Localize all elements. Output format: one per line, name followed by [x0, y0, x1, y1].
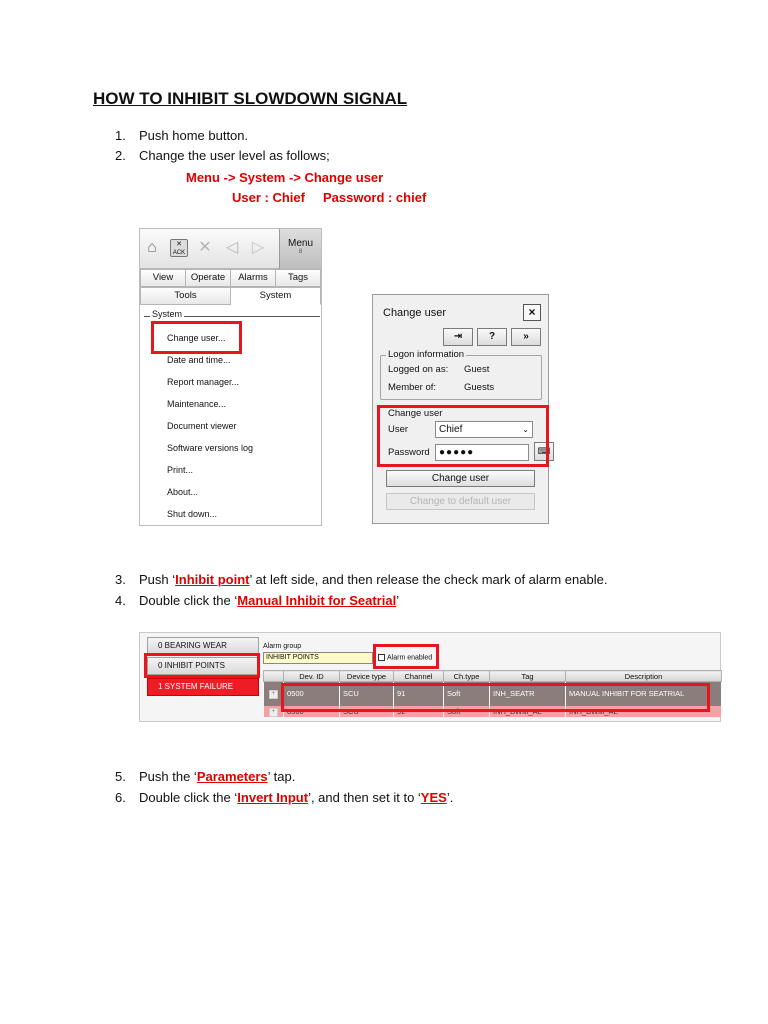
tab-row-2 — [140, 287, 321, 305]
credential-password: Password : chief — [322, 190, 427, 205]
tab-view[interactable]: View — [140, 269, 186, 287]
checkbox-box — [378, 654, 385, 661]
step-6: 6. Double click the ‘Invert Input’, and then set it to ‘YES’. — [115, 790, 454, 805]
left-item-bearing-wear[interactable]: 0 BEARING WEAR — [147, 637, 259, 655]
invert-input-link: Invert Input — [237, 790, 309, 805]
mute-icon[interactable]: ✕ — [198, 239, 212, 256]
alarm-table — [263, 670, 722, 717]
change-user-button[interactable]: Change user — [386, 470, 535, 487]
ack-icon[interactable]: ✕ ACK — [170, 239, 188, 257]
member-of-label: Member of: — [388, 382, 437, 393]
menu-item-print[interactable]: Print... — [167, 465, 194, 475]
col-expand — [264, 671, 284, 682]
password-field[interactable]: ●●●●● — [435, 444, 529, 461]
change-user-dialog — [372, 294, 549, 524]
alarm-group-input[interactable]: INHIBIT POINTS — [263, 652, 373, 664]
logon-info-group — [380, 349, 542, 400]
chevron-down-icon: ⌄ — [522, 425, 529, 434]
expand-icon[interactable]: + — [269, 708, 278, 717]
credentials — [232, 190, 426, 205]
keyboard-icon[interactable]: ⌨ — [534, 442, 554, 461]
col-description[interactable]: Description — [566, 671, 722, 682]
menu-item-about[interactable]: About... — [167, 487, 199, 497]
document-title: HOW TO INHIBIT SLOWDOWN SIGNAL — [93, 89, 408, 108]
alarm-enabled-checkbox[interactable]: Alarm enabled — [378, 654, 432, 661]
close-icon[interactable]: × — [523, 304, 541, 321]
tab-system[interactable]: System — [231, 287, 321, 305]
user-label: User — [388, 424, 409, 435]
alarm-table-screenshot — [139, 632, 721, 722]
arrow-left-icon[interactable]: ◁ — [225, 239, 239, 256]
help-icon[interactable]: ? — [477, 328, 507, 346]
expand-icon[interactable]: » — [511, 328, 541, 346]
table-row[interactable]: + 0500 SCU 91 Soft INH_SEATR MANUAL INHIBIT FOR SEATRIAL — [264, 682, 722, 706]
menu-item-maintenance[interactable]: Maintenance... — [167, 399, 227, 409]
tab-tags[interactable]: Tags — [276, 269, 321, 287]
member-of-value: Guests — [464, 382, 495, 393]
user-select[interactable]: Chief ⌄ — [435, 421, 533, 438]
dialog-title: Change user — [383, 307, 446, 319]
alarm-group-label: Alarm group — [263, 643, 302, 650]
col-tag[interactable]: Tag — [490, 671, 566, 682]
arrow-right-icon[interactable]: ▷ — [251, 239, 265, 256]
home-icon[interactable]: ⌂ — [147, 239, 157, 256]
expand-icon[interactable]: + — [269, 690, 278, 699]
menu-item-change-user[interactable]: Change user... — [167, 333, 226, 343]
inhibit-point-link: Inhibit point — [175, 572, 250, 587]
tab-operate[interactable]: Operate — [186, 269, 231, 287]
table-row[interactable]: + 0500 SCU 92 Soft INH_BWM_AL INH_BWM_AL — [264, 706, 722, 717]
step-3: 3. Push ‘Inhibit point’ at left side, and then release the check mark of alarm enable. — [115, 572, 608, 587]
yes-link: YES — [420, 790, 447, 805]
password-label: Password — [388, 447, 430, 458]
step-5: 5. Push the ‘Parameters’ tap. — [115, 769, 296, 784]
logged-on-value: Guest — [464, 364, 490, 375]
col-channel[interactable]: Channel — [394, 671, 444, 682]
logon-info-label: Logon information — [388, 349, 465, 360]
left-item-system-failure[interactable]: 1 SYSTEM FAILURE — [147, 678, 259, 696]
menu-item-date-time[interactable]: Date and time... — [167, 355, 231, 365]
change-user-group — [380, 408, 551, 463]
tab-alarms[interactable]: Alarms — [231, 269, 276, 287]
tab-row-1 — [140, 269, 321, 287]
change-default-user-button[interactable]: Change to default user — [386, 493, 535, 510]
col-dev-id[interactable]: Dev. ID — [284, 671, 340, 682]
toolbar — [140, 229, 321, 269]
parameters-link: Parameters — [196, 769, 268, 784]
change-user-group-label: Change user — [388, 408, 443, 419]
table-header — [264, 671, 722, 682]
step-2: 2. Change the user level as follows; — [115, 148, 330, 163]
col-device-type[interactable]: Device type — [340, 671, 394, 682]
tab-tools[interactable]: Tools — [140, 287, 231, 305]
credential-user: User : Chief — [232, 190, 305, 205]
system-menu-screenshot — [139, 228, 322, 526]
system-group-label: System — [152, 309, 183, 319]
col-ch-type[interactable]: Ch.type — [444, 671, 490, 682]
menu-item-report-manager[interactable]: Report manager... — [167, 377, 240, 387]
left-item-inhibit-points[interactable]: 0 INHIBIT POINTS — [147, 657, 259, 675]
menu-item-document-viewer[interactable]: Document viewer — [167, 421, 237, 431]
logged-on-label: Logged on as: — [388, 364, 449, 375]
step-1: 1. Push home button. — [115, 128, 249, 143]
menu-button[interactable]: Menu 8 — [279, 229, 321, 269]
menu-item-shut-down[interactable]: Shut down... — [167, 509, 218, 519]
menu-item-software-versions[interactable]: Software versions log — [167, 443, 254, 453]
manual-inhibit-link: Manual Inhibit for Seatrial — [237, 593, 397, 608]
step-4: 4. Double click the ‘Manual Inhibit for Seatrial’ — [115, 593, 400, 608]
menu-path: Menu -> System -> Change user — [186, 170, 384, 185]
pin-icon[interactable]: ⇥ — [443, 328, 473, 346]
